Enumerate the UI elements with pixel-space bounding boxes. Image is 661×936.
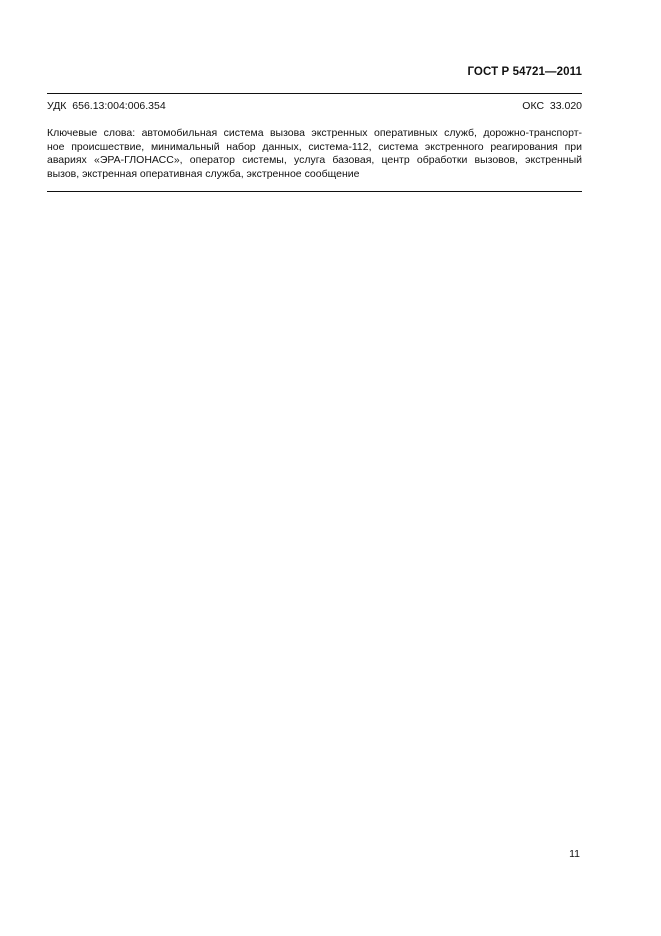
- keywords-line: вызов, экстренная оперативная служба, экстренное сообщение: [47, 167, 360, 180]
- keywords-paragraph: [47, 127, 582, 181]
- page-number: 11: [569, 848, 580, 860]
- oks-code: ОКС 33.020: [522, 100, 582, 112]
- udc-code: УДК 656.13:004:006.354: [47, 100, 166, 112]
- keywords-line: ное происшествие, минимальный набор данных, система-112, система экстренного реагирования при: [47, 140, 582, 153]
- top-divider: [47, 93, 582, 94]
- keywords-line: авариях «ЭРА-ГЛОНАСС», оператор системы, услуга базовая, центр обработки вызовов, экстренный: [47, 154, 582, 167]
- keywords-line: Ключевые слова: автомобильная система вызова экстренных оперативных служб, дорожно-транспорт-: [47, 127, 582, 139]
- bottom-divider: [47, 191, 582, 192]
- standard-number: ГОСТ Р 54721—2011: [467, 66, 582, 78]
- classification-row: [47, 99, 582, 115]
